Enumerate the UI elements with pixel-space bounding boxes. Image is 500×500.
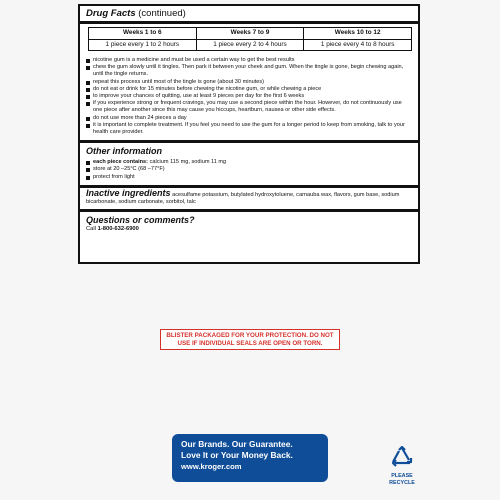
drug-facts-title: Drug Facts [86, 8, 136, 19]
drug-facts-continued: (continued) [138, 8, 186, 19]
questions-phone-line [80, 226, 418, 235]
inactive-ingredients-title: Inactive ingredients [86, 187, 171, 198]
directions-list [80, 55, 418, 139]
other-info-list [80, 157, 418, 184]
other-info-bold: each piece contains: [93, 159, 149, 166]
other-info-item [86, 159, 412, 166]
divider [80, 21, 418, 24]
direction-item: nicotine gum is a medicine and must be used a certain way to get the best results [86, 57, 412, 64]
direction-item: it is important to complete treatment. If you feel you need to use the gum for a longer period to keep from smoking, talk to your health care provider. [86, 122, 412, 136]
dosage-table-header [89, 28, 412, 40]
dosage-cell: 1 piece every 2 to 4 hours [196, 39, 304, 51]
other-info-item: protect from light [86, 174, 412, 181]
dosage-cell: 1 piece every 1 to 2 hours [89, 39, 197, 51]
recycle-label-line-2: RECYCLE [389, 479, 415, 486]
direction-item: repeat this process until most of the tingle is gone (about 30 minutes) [86, 79, 412, 86]
inactive-ingredients [80, 189, 418, 208]
divider [80, 209, 418, 212]
direction-item: do not eat or drink for 15 minutes before chewing the nicotine gum, or while chewing a piece [86, 86, 412, 93]
other-info-item: store at 20 –25°C (68 –77°F) [86, 166, 412, 173]
recycle-label [382, 473, 422, 486]
direction-item: if you experience strong or frequent cravings, you may use a second piece within the hour. However, do not continuously use one piece after another since this may cause you hiccups, heartburn, nausea or other side effects. [86, 100, 412, 114]
inactive-ingredients-text: acesulfame potassium, butylated hydroxytoluene, carnauba wax, flavors, gum base, sodium bicarbonate, sodium carbonate, sorbitol, talc [86, 191, 400, 206]
recycle-badge [382, 446, 422, 496]
dosage-header-cell: Weeks 1 to 6 [89, 28, 197, 40]
guarantee-line-1: Our Brands. Our Guarantee. [181, 439, 293, 449]
dosage-header-cell: Weeks 7 to 9 [196, 28, 304, 40]
recycle-label-line-1: PLEASE [391, 473, 413, 479]
divider [80, 140, 418, 143]
drug-facts-heading [80, 6, 418, 20]
direction-item: to improve your chances of quitting, use at least 9 pieces per day for the first 6 weeks [86, 93, 412, 100]
call-label: Call [86, 226, 98, 233]
other-info-text: calcium 115 mg, sodium 11 mg [148, 159, 227, 166]
direction-item: chew the gum slowly until it tingles. Then park it between your cheek and gum. When the tingle is gone, begin chewing again, until the tingle returns. [86, 64, 412, 78]
guarantee-badge [172, 434, 328, 482]
guarantee-url: www.kroger.com [181, 462, 242, 471]
phone-number: 1-800-632-6900 [97, 226, 139, 233]
recycle-icon [387, 446, 417, 472]
dosage-header-cell: Weeks 10 to 12 [304, 28, 412, 40]
dosage-table [88, 27, 412, 51]
other-info-title: Other information [86, 146, 162, 157]
blister-warning-box: BLISTER PACKAGED FOR YOUR PROTECTION. DO NOT USE IF INDIVIDUAL SEALS ARE OPEN OR TORN. [160, 329, 340, 350]
drug-facts-panel [78, 4, 420, 264]
guarantee-line-2: Love It or Your Money Back. [181, 450, 293, 460]
dosage-table-row [89, 39, 412, 51]
questions-title: Questions or comments? [86, 215, 195, 226]
dosage-cell: 1 piece every 4 to 8 hours [304, 39, 412, 51]
direction-item: do not use more than 24 pieces a day [86, 115, 412, 122]
